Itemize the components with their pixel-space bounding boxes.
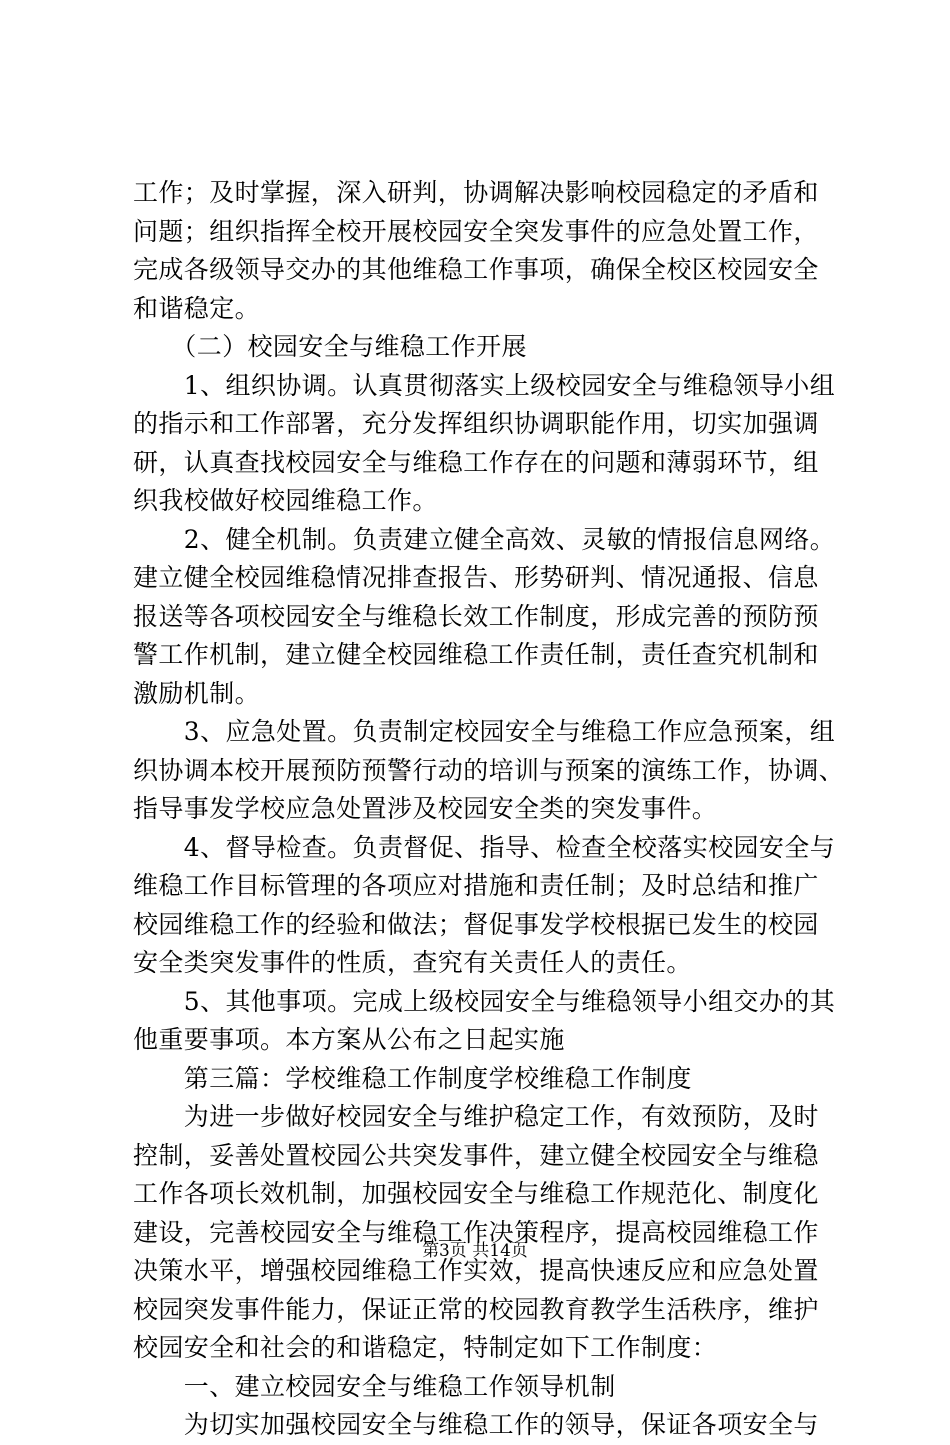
text-line: 警工作机制，建立健全校园维稳工作责任制，责任查究机制和 xyxy=(133,640,819,669)
text-line: 研，认真查找校园安全与维稳工作存在的问题和薄弱环节，组 xyxy=(133,447,819,477)
text-line: 5、其他事项。完成上级校园安全与维稳领导小组交办的其 xyxy=(133,986,836,1016)
text-line: 指导事发学校应急处置涉及校园安全类的突发事件。 xyxy=(133,794,718,823)
text-line: 的指示和工作部署，充分发挥组织协调职能作用，切实加强调 xyxy=(133,409,819,438)
text-line: 决策水平，增强校园维稳工作实效，提高快速反应和应急处置 xyxy=(133,1256,819,1285)
text-line: 为进一步做好校园安全与维护稳定工作，有效预防，及时 xyxy=(133,1102,819,1131)
text-line: 安全类突发事件的性质，查究有关责任人的责任。 xyxy=(133,948,692,977)
text-line: 工作；及时掌握，深入研判，协调解决影响校园稳定的矛盾和 xyxy=(133,178,819,207)
text-line: 完成各级领导交办的其他维稳工作事项，确保全校区校园安全 xyxy=(133,255,819,284)
text-line: 工作各项长效机制，加强校园安全与维稳工作规范化、制度化 xyxy=(133,1179,819,1208)
text-line: 4、督导检查。负责督促、指导、检查全校落实校园安全与 xyxy=(133,832,836,862)
text-line: 激励机制。 xyxy=(133,678,261,708)
text-line: 报送等各项校园安全与维稳长效工作制度，形成完善的预防预 xyxy=(133,601,819,631)
text-line: 维稳工作目标管理的各项应对措施和责任制；及时总结和推广 xyxy=(133,871,819,900)
section-heading: 第三篇：学校维稳工作制度学校维稳工作制度 xyxy=(133,1063,692,1093)
text-line: 3、应急处置。负责制定校园安全与维稳工作应急预案，组 xyxy=(133,717,836,746)
text-line: 为切实加强校园安全与维稳工作的领导，保证各项安全与 xyxy=(133,1410,819,1439)
text-line: 1、组织协调。认真贯彻落实上级校园安全与维稳领导小组 xyxy=(133,370,836,400)
text-line: 问题；组织指挥全校开展校园安全突发事件的应急处置工作， xyxy=(133,216,819,246)
section-heading: 一、建立校园安全与维稳工作领导机制 xyxy=(133,1371,616,1401)
text-line: 校园安全和社会的和谐稳定，特制定如下工作制度： xyxy=(133,1333,718,1362)
text-line: 建设，完善校园安全与维稳工作决策程序，提高校园维稳工作 xyxy=(133,1217,819,1247)
text-line: 和谐稳定。 xyxy=(133,293,261,323)
text-line: 控制，妥善处置校园公共突发事件，建立健全校园安全与维稳 xyxy=(133,1140,819,1170)
text-line: 织协调本校开展预防预警行动的培训与预案的演练工作，协调、 xyxy=(133,755,845,785)
page-number: 第3页 共14页 xyxy=(422,1241,528,1261)
text-line: 他重要事项。本方案从公布之日起实施 xyxy=(133,1025,565,1054)
text-line: 2、健全机制。负责建立健全高效、灵敏的情报信息网络。 xyxy=(133,524,836,554)
text-line: 校园突发事件能力，保证正常的校园教育教学生活秩序，维护 xyxy=(133,1294,819,1324)
section-heading: （二）校园安全与维稳工作开展 xyxy=(133,332,527,361)
text-line: 校园维稳工作的经验和做法；督促事发学校根据已发生的校园 xyxy=(133,909,819,939)
text-line: 织我校做好校园维稳工作。 xyxy=(133,486,438,515)
text-line: 建立健全校园维稳情况排查报告、形势研判、情况通报、信息 xyxy=(133,563,819,592)
page-footer xyxy=(0,1240,950,1262)
